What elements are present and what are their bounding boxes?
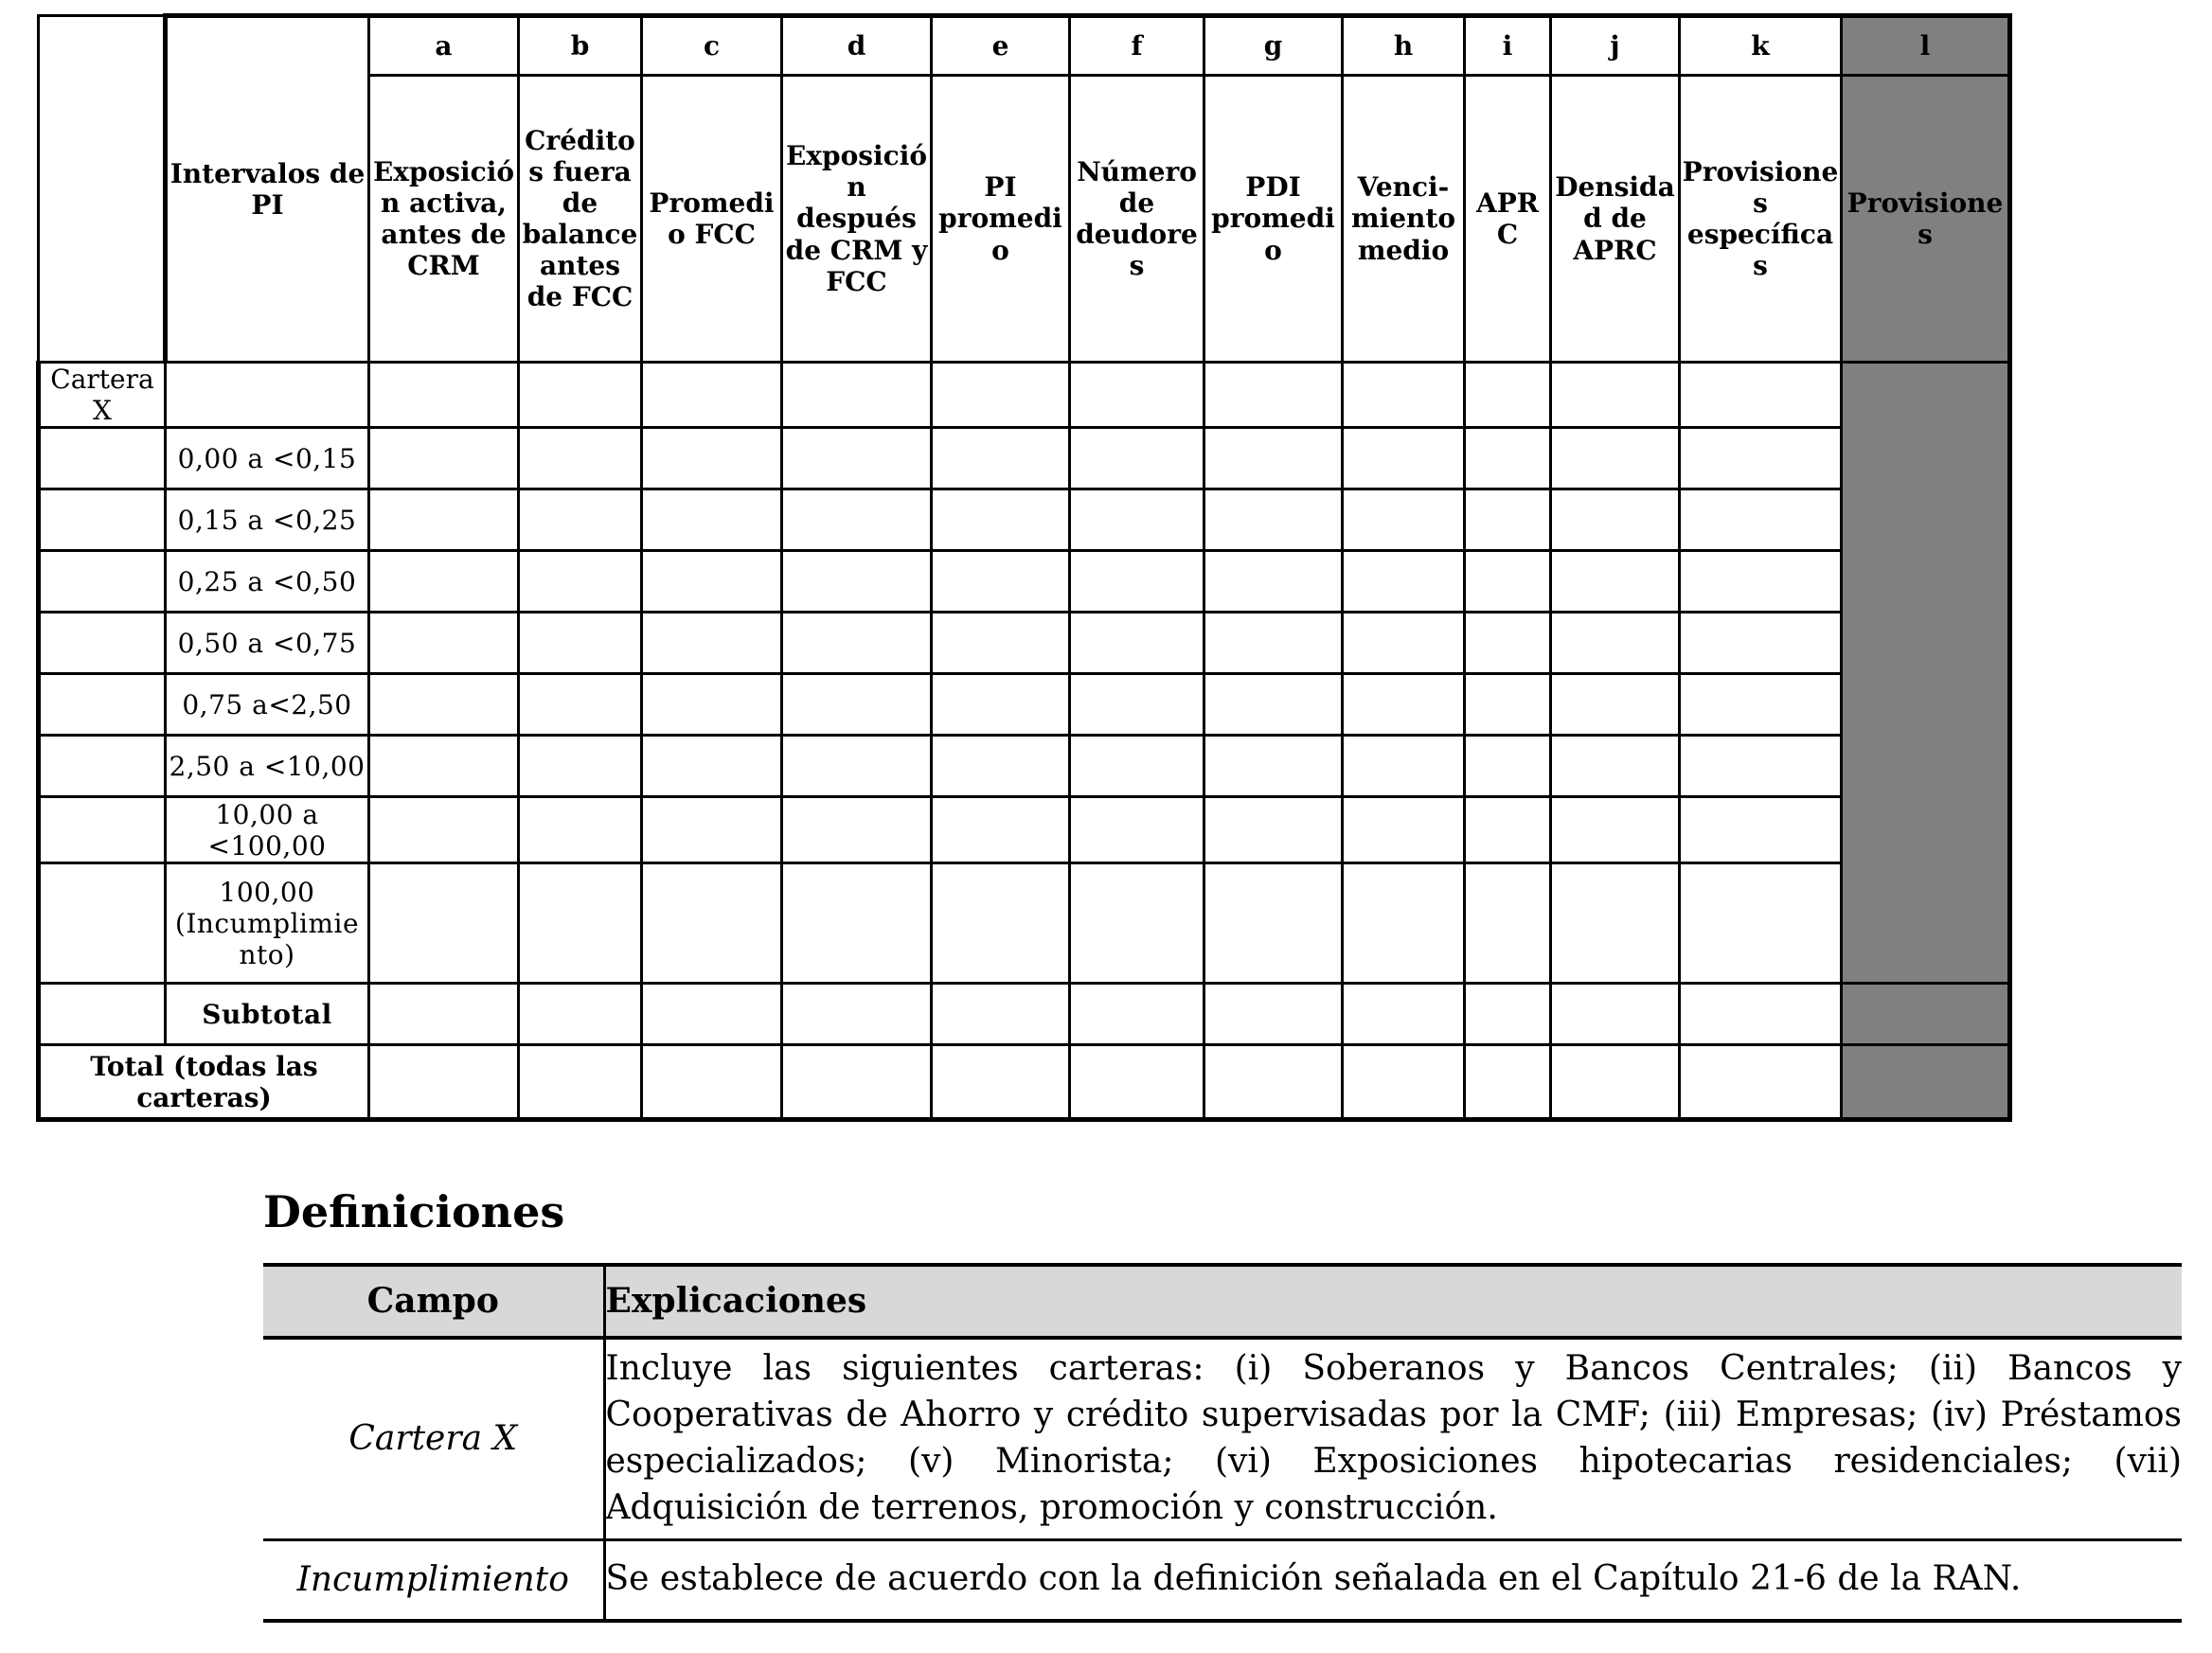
- row-label-cell: [39, 863, 166, 984]
- table-row-interval: [39, 551, 2010, 613]
- data-cell: [1070, 863, 1204, 984]
- data-cell: [932, 551, 1070, 613]
- table-row-interval: [39, 428, 2010, 489]
- data-cell: [1070, 489, 1204, 551]
- col-label-g: PDI promedio: [1204, 76, 1343, 363]
- data-cell: [519, 736, 642, 797]
- table-row-interval: [39, 797, 2010, 863]
- data-cell: [1204, 613, 1343, 674]
- data-cell: [519, 363, 642, 428]
- data-cell: [642, 1045, 782, 1120]
- intervalos-de-pi-header: Intervalos de PI: [166, 16, 369, 363]
- data-cell: [369, 736, 519, 797]
- subtotal-cell: Subtotal: [166, 984, 369, 1045]
- data-cell: [369, 863, 519, 984]
- data-cell: [1343, 551, 1465, 613]
- explicaciones-header: Explicaciones: [604, 1265, 2182, 1338]
- data-cell: [1465, 489, 1551, 551]
- explicacion-text: Se establece de acuerdo con la definición señalada en el Capítulo 21-6 de la RAN.: [604, 1539, 2182, 1621]
- campo-value: Incumplimiento: [263, 1539, 604, 1621]
- pi-intervals-table-wrapper: [36, 13, 2212, 1122]
- data-cell: [782, 613, 932, 674]
- col-label-c: Promedio FCC: [642, 76, 782, 363]
- total-row-label: Total (todas las carteras): [39, 1045, 369, 1120]
- data-cell: [1551, 674, 1680, 736]
- table-row-interval: [39, 613, 2010, 674]
- data-cell: [642, 984, 782, 1045]
- data-cell: [1465, 863, 1551, 984]
- data-cell: [1204, 428, 1343, 489]
- data-cell: [1204, 984, 1343, 1045]
- data-cell: [1680, 736, 1842, 797]
- header-spacer: [39, 16, 166, 363]
- data-cell: [1551, 736, 1680, 797]
- data-cell: [932, 363, 1070, 428]
- data-cell: [782, 428, 932, 489]
- data-cell: [369, 551, 519, 613]
- col-label-h: Venci- miento medio: [1343, 76, 1465, 363]
- data-cell: [932, 863, 1070, 984]
- col-letter-l: l: [1842, 16, 2010, 76]
- provisiones-total-cell: [1842, 1045, 2010, 1120]
- data-cell: [642, 551, 782, 613]
- col-label-k: Provisiones específicas: [1680, 76, 1842, 363]
- table-row-interval: [39, 863, 2010, 984]
- data-cell: [1465, 613, 1551, 674]
- table-row-interval: [39, 489, 2010, 551]
- data-cell: [1680, 984, 1842, 1045]
- data-cell: [642, 613, 782, 674]
- data-cell: [1680, 551, 1842, 613]
- data-cell: [782, 674, 932, 736]
- row-label-cell: [39, 736, 166, 797]
- data-cell: [1070, 1045, 1204, 1120]
- row-label-cell: [39, 428, 166, 489]
- data-cell: [1343, 797, 1465, 863]
- col-label-l: Provisiones: [1842, 76, 2010, 363]
- col-letter-j: j: [1551, 16, 1680, 76]
- data-cell: [369, 674, 519, 736]
- data-cell: [1551, 428, 1680, 489]
- data-cell: [1551, 984, 1680, 1045]
- col-letter-k: k: [1680, 16, 1842, 76]
- data-cell: [1204, 863, 1343, 984]
- data-cell: [369, 428, 519, 489]
- data-cell: [1343, 984, 1465, 1045]
- data-cell: [519, 863, 642, 984]
- data-cell: [1680, 1045, 1842, 1120]
- data-cell: [519, 428, 642, 489]
- data-cell: [1465, 984, 1551, 1045]
- col-letter-a: a: [369, 16, 519, 76]
- col-letter-d: d: [782, 16, 932, 76]
- table-row-interval: [39, 736, 2010, 797]
- col-letter-h: h: [1343, 16, 1465, 76]
- data-cell: [1204, 551, 1343, 613]
- data-cell: [1680, 797, 1842, 863]
- data-cell: [1070, 797, 1204, 863]
- interval-cell: 0,25 a <0,50: [166, 551, 369, 613]
- data-cell: [1070, 613, 1204, 674]
- col-letter-b: b: [519, 16, 642, 76]
- data-cell: [1680, 674, 1842, 736]
- col-label-j: Densidad de APRC: [1551, 76, 1680, 363]
- col-letter-i: i: [1465, 16, 1551, 76]
- campo-value: Cartera X: [263, 1338, 604, 1540]
- data-cell: [1070, 674, 1204, 736]
- data-cell: [1070, 363, 1204, 428]
- data-cell: [1465, 428, 1551, 489]
- data-cell: [932, 797, 1070, 863]
- row-label-cell: [39, 984, 166, 1045]
- data-cell: [932, 736, 1070, 797]
- data-cell: [932, 984, 1070, 1045]
- data-cell: [1070, 551, 1204, 613]
- data-cell: [642, 863, 782, 984]
- data-cell: [519, 1045, 642, 1120]
- data-cell: [1551, 613, 1680, 674]
- data-cell: [369, 797, 519, 863]
- explicacion-text: Incluye las siguientes carteras: (i) Soberanos y Bancos Centrales; (ii) Bancos y Cooperativas de Ahorro y crédito supervisadas por la CMF; (iii) Empresas; (iv) Préstamos especializados; (v) Minorista; (vi) Exposiciones hipotecarias residenciales; (vii) Adquisición de terrenos, promoción y construcción.: [604, 1338, 2182, 1540]
- provisiones-merged-cell: [1842, 363, 2010, 984]
- definitions-header-row: [263, 1265, 2182, 1338]
- data-cell: [1343, 363, 1465, 428]
- row-label-cell: [39, 551, 166, 613]
- data-cell: [1465, 551, 1551, 613]
- data-cell: [1070, 736, 1204, 797]
- data-cell: [1343, 489, 1465, 551]
- data-cell: [1551, 797, 1680, 863]
- definition-row-incumplimiento: [263, 1539, 2182, 1621]
- definitions-table: [263, 1263, 2182, 1623]
- data-cell: [1551, 863, 1680, 984]
- table-row-cartera-x: [39, 363, 2010, 428]
- data-cell: [1551, 489, 1680, 551]
- data-cell: [519, 613, 642, 674]
- data-cell: [1551, 1045, 1680, 1120]
- interval-cell: 0,75 a<2,50: [166, 674, 369, 736]
- data-cell: [642, 736, 782, 797]
- data-cell: [1465, 797, 1551, 863]
- definition-row-cartera-x: [263, 1338, 2182, 1540]
- data-cell: [782, 551, 932, 613]
- row-label-cell: [39, 613, 166, 674]
- row-label-cell: [39, 489, 166, 551]
- data-cell: [1343, 1045, 1465, 1120]
- data-cell: [782, 489, 932, 551]
- col-label-e: PI promedio: [932, 76, 1070, 363]
- data-cell: [782, 363, 932, 428]
- data-cell: [1465, 674, 1551, 736]
- definiciones-heading: Definiciones: [263, 1186, 565, 1238]
- data-cell: [1551, 551, 1680, 613]
- table-row-total: [39, 1045, 2010, 1120]
- data-cell: [1680, 613, 1842, 674]
- data-cell: [1465, 363, 1551, 428]
- table-row-interval: [39, 674, 2010, 736]
- data-cell: [1343, 736, 1465, 797]
- data-cell: [1551, 363, 1680, 428]
- data-cell: [642, 363, 782, 428]
- data-cell: [1070, 428, 1204, 489]
- data-cell: [1343, 428, 1465, 489]
- campo-header: Campo: [263, 1265, 604, 1338]
- data-cell: [519, 984, 642, 1045]
- interval-cell: 2,50 a <10,00: [166, 736, 369, 797]
- col-label-b: Créditos fuera de balance antes de FCC: [519, 76, 642, 363]
- data-cell: [519, 797, 642, 863]
- data-cell: [1204, 797, 1343, 863]
- col-letter-f: f: [1070, 16, 1204, 76]
- data-cell: [369, 1045, 519, 1120]
- data-cell: [642, 489, 782, 551]
- data-cell: [642, 428, 782, 489]
- data-cell: [1070, 984, 1204, 1045]
- data-cell: [1204, 1045, 1343, 1120]
- column-letter-row: [39, 16, 2010, 76]
- data-cell: [1343, 674, 1465, 736]
- col-label-d: Exposición después de CRM y FCC: [782, 76, 932, 363]
- col-letter-g: g: [1204, 16, 1343, 76]
- data-cell: [1465, 1045, 1551, 1120]
- data-cell: [1680, 428, 1842, 489]
- data-cell: [519, 674, 642, 736]
- data-cell: [932, 1045, 1070, 1120]
- row-label-cell: [39, 797, 166, 863]
- interval-cell: 0,15 a <0,25: [166, 489, 369, 551]
- data-cell: [932, 489, 1070, 551]
- data-cell: [1465, 736, 1551, 797]
- data-cell: [369, 613, 519, 674]
- data-cell: [1680, 363, 1842, 428]
- interval-cell: [166, 363, 369, 428]
- table-row-subtotal: [39, 984, 2010, 1045]
- data-cell: [1680, 489, 1842, 551]
- data-cell: [782, 736, 932, 797]
- data-cell: [1343, 863, 1465, 984]
- data-cell: [369, 489, 519, 551]
- data-cell: [369, 363, 519, 428]
- pi-intervals-table: [36, 13, 2012, 1122]
- interval-cell: 100,00 (Incumplimiento): [166, 863, 369, 984]
- data-cell: [782, 863, 932, 984]
- data-cell: [519, 489, 642, 551]
- data-cell: [932, 428, 1070, 489]
- data-cell: [642, 674, 782, 736]
- portfolio-row-label: Cartera X: [39, 363, 166, 428]
- interval-cell: 10,00 a <100,00: [166, 797, 369, 863]
- col-label-i: APRC: [1465, 76, 1551, 363]
- data-cell: [1204, 363, 1343, 428]
- data-cell: [782, 984, 932, 1045]
- data-cell: [1204, 674, 1343, 736]
- data-cell: [642, 797, 782, 863]
- data-cell: [519, 551, 642, 613]
- data-cell: [782, 797, 932, 863]
- col-letter-c: c: [642, 16, 782, 76]
- row-label-cell: [39, 674, 166, 736]
- col-letter-e: e: [932, 16, 1070, 76]
- col-label-a: Exposición activa, antes de CRM: [369, 76, 519, 363]
- data-cell: [1343, 613, 1465, 674]
- data-cell: [932, 674, 1070, 736]
- provisiones-subtotal-cell: [1842, 984, 2010, 1045]
- data-cell: [1204, 736, 1343, 797]
- data-cell: [782, 1045, 932, 1120]
- interval-cell: 0,00 a <0,15: [166, 428, 369, 489]
- data-cell: [932, 613, 1070, 674]
- data-cell: [1680, 863, 1842, 984]
- data-cell: [1204, 489, 1343, 551]
- interval-cell: 0,50 a <0,75: [166, 613, 369, 674]
- col-label-f: Número de deudores: [1070, 76, 1204, 363]
- data-cell: [369, 984, 519, 1045]
